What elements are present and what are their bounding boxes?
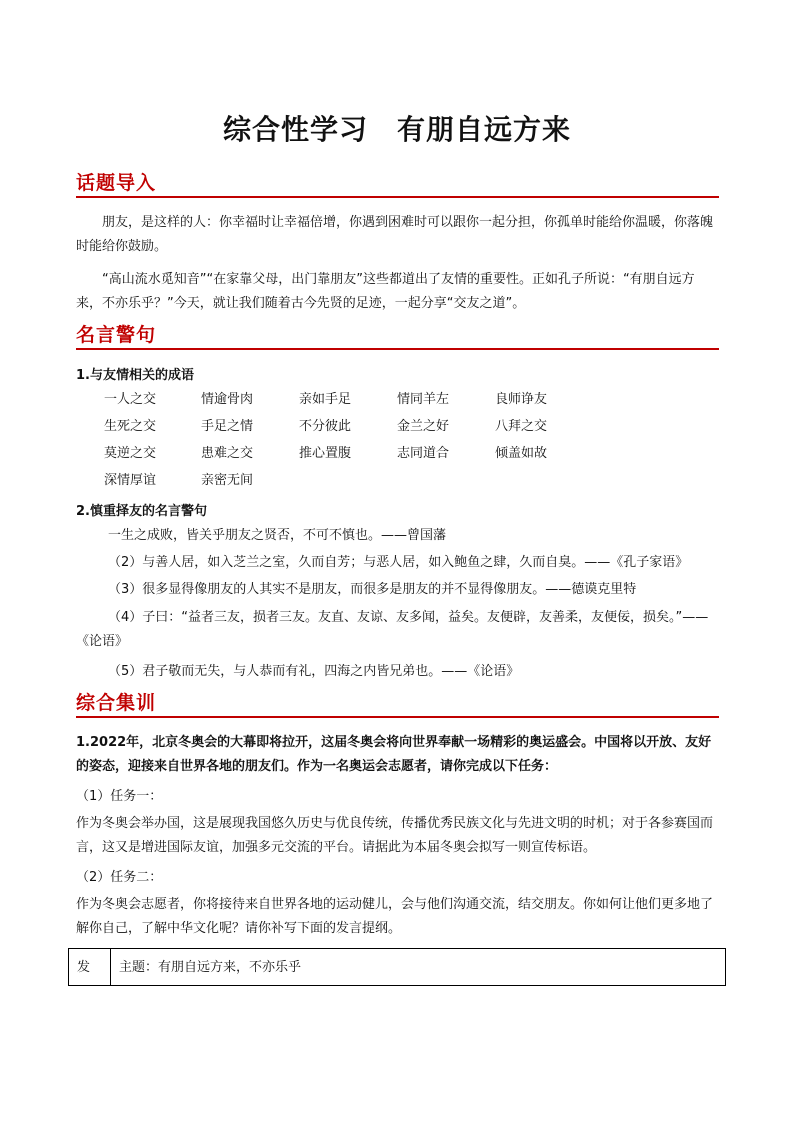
section-heading-quotes: [76, 324, 719, 350]
idiom: 情同羊左: [397, 392, 450, 407]
training-intro: 1.2022年，北京冬奥会的大幕即将拉开，这届冬奥会将向世界奉献一场精彩的奥运盛会。中国将以开放、友好的姿态，迎接来自世界各地的朋友们。作为一名奥运会志愿者，请你完成以下任务：: [76, 735, 712, 774]
task2-text: 作为冬奥会志愿者，你将接待来自世界各地的运动健儿，会与他们沟通交流，结交朋友。你如何让他们更多地了解你自己，了解中华文化呢？请你补写下面的发言提纲。: [76, 897, 714, 936]
saying-4: （4）子曰：“益者三友，损者三友。友直、友谅、友多闻，益矣。友便辟，友善柔，友便佞，损矣。”——《论语》: [76, 610, 709, 649]
idiom: 倾盖如故: [495, 446, 548, 461]
section-heading-topic: [76, 172, 719, 198]
section-heading-label: 话题导入: [76, 172, 157, 194]
saying-1: 一生之成败，皆关乎朋友之贤否，不可不慎也。——曾国藩: [108, 528, 447, 543]
table-cell-label: 发: [69, 949, 111, 985]
idiom: 深情厚谊: [104, 473, 157, 488]
task1-text: 作为冬奥会举办国，这是展现我国悠久历史与优良传统，传播优秀民族文化与先进文明的时机；对于各参赛国而言，这又是增进国际友谊，加强多元交流的平台。请据此为本届冬奥会拟写一则宣传标语。: [76, 816, 714, 855]
idioms-subheading: 1.与友情相关的成语: [76, 368, 194, 383]
section-divider: [76, 196, 719, 198]
sayings-subheading: 2.慎重择友的名言警句: [76, 504, 207, 519]
idiom-row: [104, 415, 664, 442]
idiom: 莫逆之交: [104, 446, 157, 461]
idiom-row: [104, 388, 664, 415]
topic-paragraph-2: “高山流水觅知音”“在家靠父母，出门靠朋友”这些都道出了友情的重要性。正如孔子所说：“有朋自远方来，不亦乐乎？”今天，就让我们随着古今先贤的足迹，一起分享“交友之道”。: [76, 272, 695, 311]
saying-5: （5）君子敬而无失，与人恭而有礼，四海之内皆兄弟也。——《论语》: [108, 664, 520, 679]
page-title: 综合性学习 有朋自远方来: [222, 113, 571, 146]
section-divider: [76, 716, 719, 718]
idiom-list: [104, 388, 664, 496]
idiom: 良师诤友: [495, 392, 548, 407]
idiom: 不分彼此: [299, 419, 352, 434]
section-heading-training: [76, 692, 719, 718]
idiom: 志同道合: [397, 446, 450, 461]
speech-outline-table: [68, 948, 726, 986]
idiom-row: [104, 469, 664, 496]
idiom: 一人之交: [104, 392, 157, 407]
idiom: 金兰之好: [397, 419, 450, 434]
idiom-row: [104, 442, 664, 469]
section-heading-label: 名言警句: [76, 324, 157, 346]
task2-label: （2）任务二：: [76, 870, 163, 885]
idiom: 手足之情: [201, 419, 254, 434]
idiom: 生死之交: [104, 419, 157, 434]
idiom: 亲如手足: [299, 392, 352, 407]
saying-3: （3）很多显得像朋友的人其实不是朋友，而很多是朋友的并不显得像朋友。——德谟克里特: [108, 582, 637, 597]
table-cell-topic: 主题：有朋自远方来，不亦乐乎: [119, 960, 302, 975]
idiom: 情逾骨肉: [201, 392, 254, 407]
topic-paragraph-1: 朋友，是这样的人：你幸福时让幸福倍增，你遇到困难时可以跟你一起分担，你孤单时能给你温暖，你落魄时能给你鼓励。: [76, 215, 714, 254]
idiom: 八拜之交: [495, 419, 548, 434]
idiom: 亲密无间: [201, 473, 254, 488]
section-heading-label: 综合集训: [76, 692, 157, 714]
task1-label: （1）任务一：: [76, 789, 163, 804]
section-divider: [76, 348, 719, 350]
idiom: 患难之交: [201, 446, 254, 461]
saying-2: （2）与善人居，如入芝兰之室，久而自芳；与恶人居，如入鲍鱼之肆，久而自臭。——《孔子家语》: [108, 555, 689, 570]
idiom: 推心置腹: [299, 446, 352, 461]
